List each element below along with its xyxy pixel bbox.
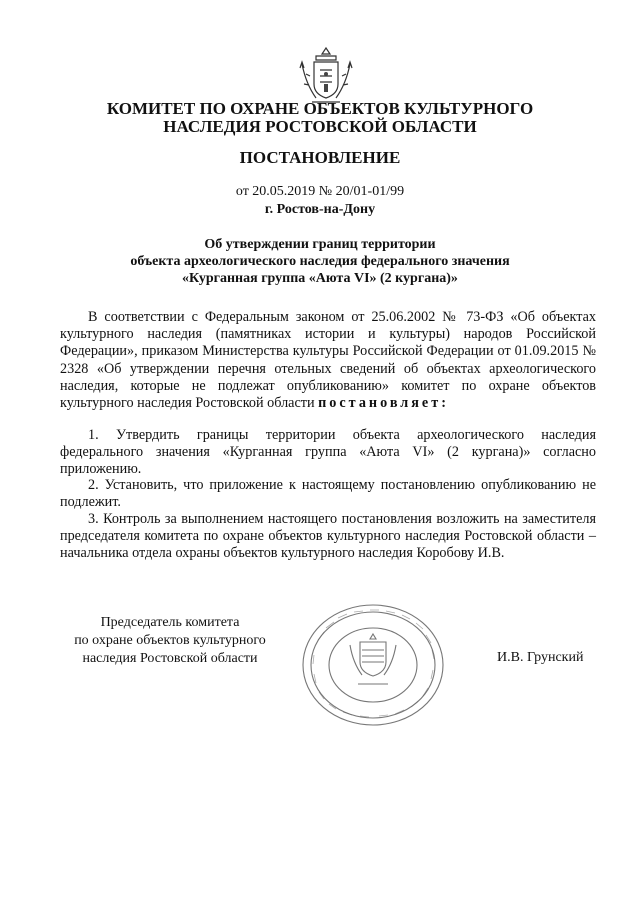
document-type: ПОСТАНОВЛЕНИЕ: [239, 148, 401, 167]
organization-name-line1: КОМИТЕТ ПО ОХРАНЕ ОБЪЕКТОВ КУЛЬТУРНОГО: [106, 99, 534, 118]
item-2-paragraph: 2. Установить, что приложение к настоящему постановлению опубликованию не подлежит.: [60, 477, 596, 511]
signer-title: [40, 614, 300, 668]
preamble-text: В соответствии с Федеральным законом от 25.06.2002 № 73-ФЗ «Об объектах культурного наследия (памятниках истории и культуры) народов Российской Федерации», приказом Министерства культуры Российской Федерации от 01.09.2015 № 2328 «Об утверждении перечня отельных сведений об объектах археологического наследия, которые не подлежат опубликованию» комитет по охране объектов культурного наследия Ростовской области: [60, 309, 596, 412]
signer-title-line1: Председатель комитета: [100, 615, 240, 630]
document-date-number: от 20.05.2019 № 20/01-01/99: [235, 184, 405, 199]
subject-line1: Об утверждении границ территории: [204, 237, 436, 252]
item-3-paragraph: 3. Контроль за выполнением настоящего постановления возложить на заместителя председателя комитета по охране объектов культурного наследия Ростовской области – начальника отдела охраны объектов культурного наследия Коробову И.В.: [60, 511, 596, 562]
preamble-paragraph: [60, 309, 596, 412]
organization-name: [0, 100, 640, 136]
subject-line3: «Курганная группа «Аюта VI» (2 кургана)»: [182, 271, 458, 286]
signer-title-line3: наследия Ростовской области: [82, 651, 258, 666]
organization-name-line2: НАСЛЕДИЯ РОСТОВСКОЙ ОБЛАСТИ: [163, 117, 477, 136]
document-city: г. Ростов-на-Дону: [264, 202, 376, 217]
item-1-paragraph: 1. Утвердить границы территории объекта археологического наследия федерального значения «Курганная группа «Аюта VI» (2 кургана)» согласно приложению.: [60, 427, 596, 478]
signer-name: И.В. Грунский: [497, 650, 584, 665]
official-seal-icon: [298, 600, 448, 730]
decree-word: постановляет:: [318, 395, 449, 412]
signer-title-line2: по охране объектов культурного: [74, 633, 266, 648]
subject-line2: объекта археологического наследия федерального значения: [130, 254, 510, 269]
document-subject: [40, 236, 600, 287]
